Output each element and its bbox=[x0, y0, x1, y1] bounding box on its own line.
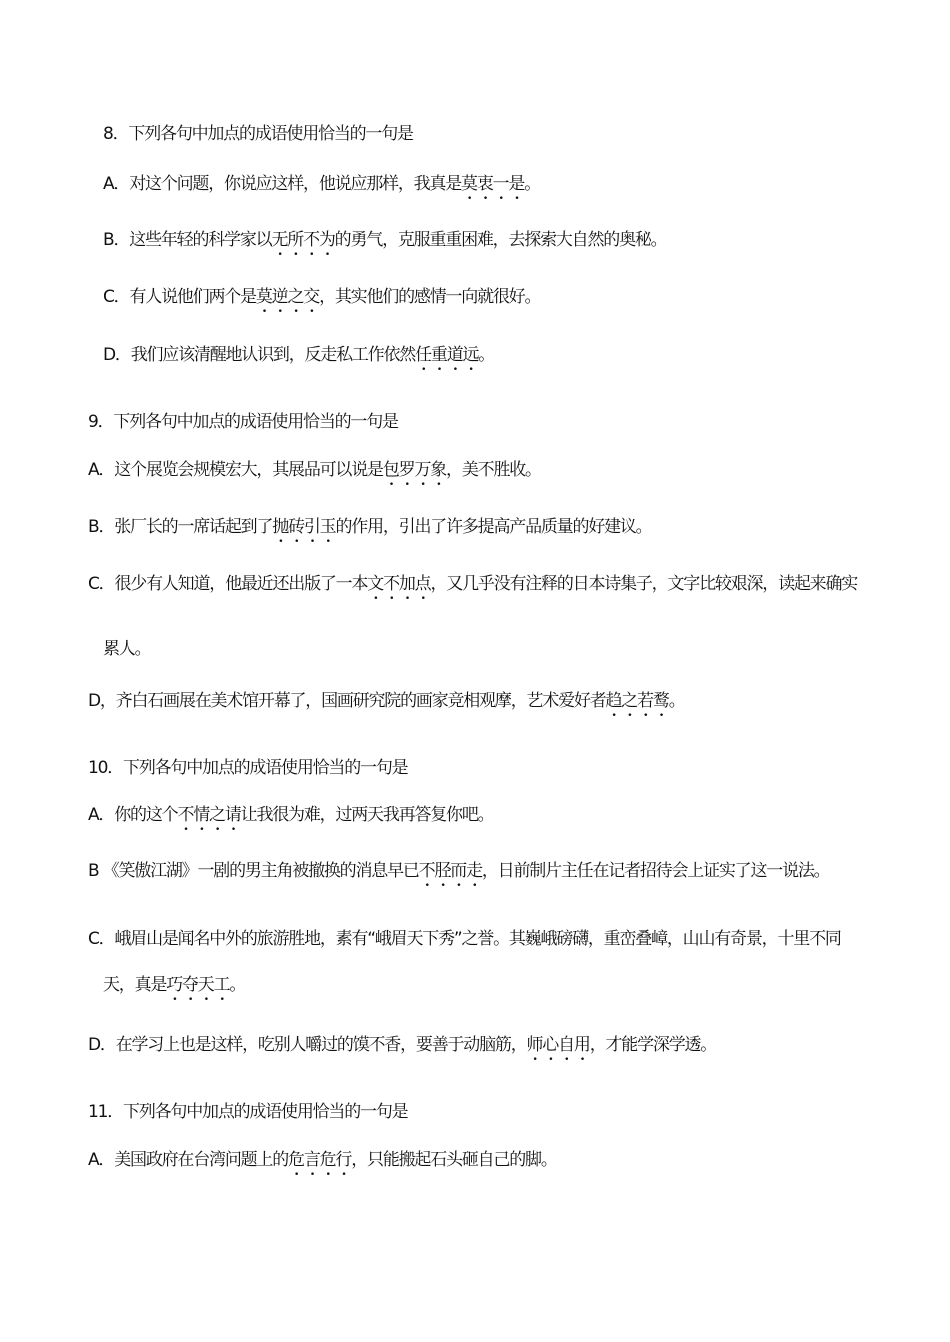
question-10-option-b bbox=[88, 859, 829, 891]
dotted-idiom: 不胫而走 bbox=[418, 861, 482, 881]
option-text: 天，真是 bbox=[103, 975, 167, 995]
question-10-option-c-continued bbox=[103, 973, 245, 1005]
option-text: 的作用，引出了许多提高产品质量的好建议。 bbox=[335, 517, 652, 537]
option-text: 的勇气，克服重重困难，去探索大自然的奥秘。 bbox=[334, 230, 667, 250]
option-text: ，美不胜收。 bbox=[446, 460, 541, 480]
question-9-option-a bbox=[88, 458, 541, 490]
dotted-idiom: 师心自用 bbox=[526, 1035, 590, 1055]
option-text: D．我们应该清醒地认识到，反走私工作依然 bbox=[103, 345, 416, 365]
dotted-idiom: 趋之若鹜 bbox=[605, 691, 669, 711]
question-10-option-a bbox=[88, 803, 493, 835]
option-text: B．这些年轻的科学家以 bbox=[103, 230, 272, 250]
option-text: D，齐白石画展在美术馆开幕了，国画研究院的画家竞相观摩，艺术爱好者 bbox=[88, 691, 606, 711]
question-9-option-c bbox=[88, 572, 857, 604]
option-text: 。 bbox=[229, 975, 246, 995]
question-8-stem: 8．下列各句中加点的成语使用恰当的一句是 bbox=[103, 124, 413, 144]
option-text: ，才能学深学透。 bbox=[589, 1035, 717, 1055]
option-text: A．美国政府在台湾问题上的 bbox=[88, 1150, 289, 1170]
option-text: 让我很为难，过两天我再答复你吧。 bbox=[240, 805, 494, 825]
option-text: A．这个展览会规模宏大，其展品可以说是 bbox=[88, 460, 383, 480]
question-10-option-c: C．峨眉山是闻名中外的旅游胜地，素有“峨眉天下秀”之誉。其巍峨磅礴，重峦叠嶂，山山有奇景，十里不同 bbox=[88, 929, 841, 949]
question-8-option-c bbox=[103, 285, 540, 317]
question-8-option-d bbox=[103, 343, 494, 375]
option-text: A．你的这个 bbox=[88, 805, 178, 825]
question-8-option-a bbox=[103, 172, 540, 204]
dotted-idiom: 莫逆之交 bbox=[255, 287, 320, 307]
question-9-stem: 9．下列各句中加点的成语使用恰当的一句是 bbox=[88, 412, 398, 432]
question-10-stem: 10．下列各句中加点的成语使用恰当的一句是 bbox=[88, 758, 408, 778]
dotted-idiom: 不情之请 bbox=[177, 805, 241, 825]
option-text: B 《笑傲江湖》一剧的男主角被撤换的消息早已 bbox=[88, 861, 419, 881]
option-text: ，日前制片主任在记者招待会上证实了这一说法。 bbox=[481, 861, 830, 881]
option-text: ，又几乎没有注释的日本诗集子，文字比较艰深，读起来确实 bbox=[430, 574, 858, 594]
dotted-idiom: 文不加点 bbox=[367, 574, 431, 594]
option-text: 。 bbox=[668, 691, 685, 711]
question-9-option-d bbox=[88, 689, 685, 721]
question-11-option-a bbox=[88, 1148, 557, 1180]
option-text: 。 bbox=[478, 345, 495, 365]
question-11-stem: 11．下列各句中加点的成语使用恰当的一句是 bbox=[88, 1102, 408, 1122]
dotted-idiom: 无所不为 bbox=[271, 230, 335, 250]
option-text: C．很少有人知道，他最近还出版了一本 bbox=[88, 574, 368, 594]
question-10-option-d bbox=[88, 1033, 716, 1065]
option-text: A．对这个问题，你说应这样，他说应那样，我真是 bbox=[103, 174, 462, 194]
question-9-option-c-continued: 累人。 bbox=[103, 639, 151, 659]
dotted-idiom: 巧夺天工 bbox=[166, 975, 230, 995]
dotted-idiom: 任重道远 bbox=[415, 345, 479, 365]
dotted-idiom: 危言危行 bbox=[288, 1150, 352, 1170]
dotted-idiom: 抛砖引玉 bbox=[272, 517, 336, 537]
question-8-option-b bbox=[103, 228, 666, 260]
option-text: B．张厂长的一席话起到了 bbox=[88, 517, 273, 537]
question-9-option-b bbox=[88, 515, 651, 547]
option-text: 。 bbox=[524, 174, 541, 194]
dotted-idiom: 莫衷一是 bbox=[461, 174, 525, 194]
option-text: D．在学习上也是这样，吃别人嚼过的馍不香，要善于动脑筋， bbox=[88, 1035, 527, 1055]
dotted-idiom: 包罗万象 bbox=[382, 460, 447, 480]
option-text: ，只能搬起石头砸自己的脚。 bbox=[351, 1150, 557, 1170]
option-text: ，其实他们的感情一向就很好。 bbox=[319, 287, 541, 307]
option-text: C．有人说他们两个是 bbox=[103, 287, 256, 307]
